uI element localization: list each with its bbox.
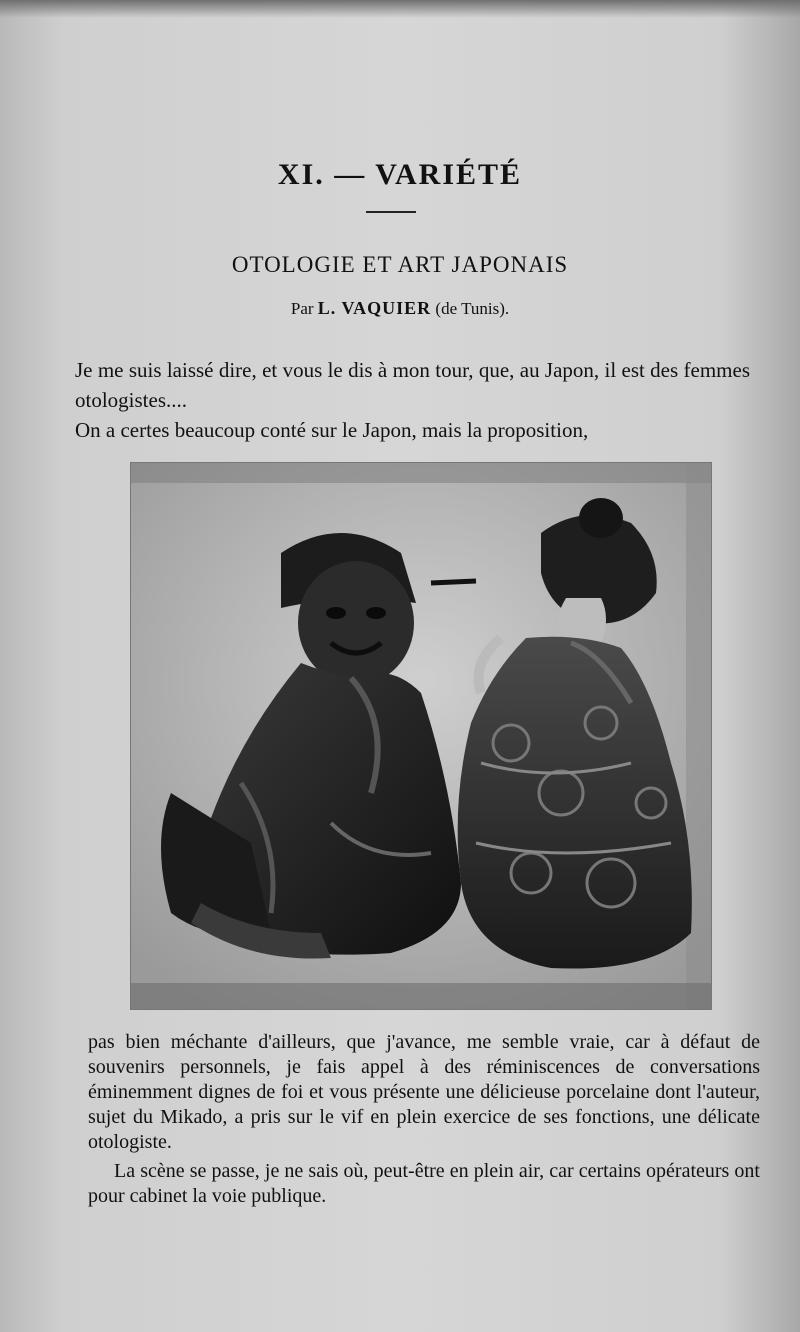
porcelain-figurine-photo	[130, 462, 712, 1010]
byline-prefix: Par	[290, 299, 314, 318]
body-text-top	[75, 355, 750, 445]
body-text-bottom	[88, 1030, 760, 1209]
page-edge-shadow	[0, 0, 800, 18]
paragraph-1: Je me suis laissé dire, et vous le dis à mon tour, que, au Japon, il est des femmes otologistes....	[75, 358, 750, 412]
heading-rule	[366, 211, 416, 213]
author-affiliation: (de Tunis).	[435, 299, 510, 318]
section-heading: XI. — VARIÉTÉ	[277, 158, 523, 191]
byline	[0, 298, 800, 319]
paragraph-2: On a certes beaucoup conté sur le Japon, mais la proposition,	[75, 418, 589, 442]
paragraph-3: pas bien méchante d'ailleurs, que j'avance, me semble vraie, car à défaut de souvenirs personnels, je fais appel à des réminiscences de conversations éminemment dignes de foi et vous présente une délicieuse porcelaine dont l'auteur, sujet du Mikado, a pris sur le vif en plein exercice de ses fonctions, une délicate otologiste.	[88, 1031, 760, 1153]
author-name: L. VAQUIER	[317, 298, 432, 318]
article-title: OTOLOGIE ET ART JAPONAIS	[231, 252, 569, 277]
photo-illustration	[131, 463, 711, 1009]
paragraph-4: La scène se passe, je ne sais où, peut-être en plein air, car certains opérateurs ont pour cabinet la voie publique.	[88, 1160, 760, 1207]
